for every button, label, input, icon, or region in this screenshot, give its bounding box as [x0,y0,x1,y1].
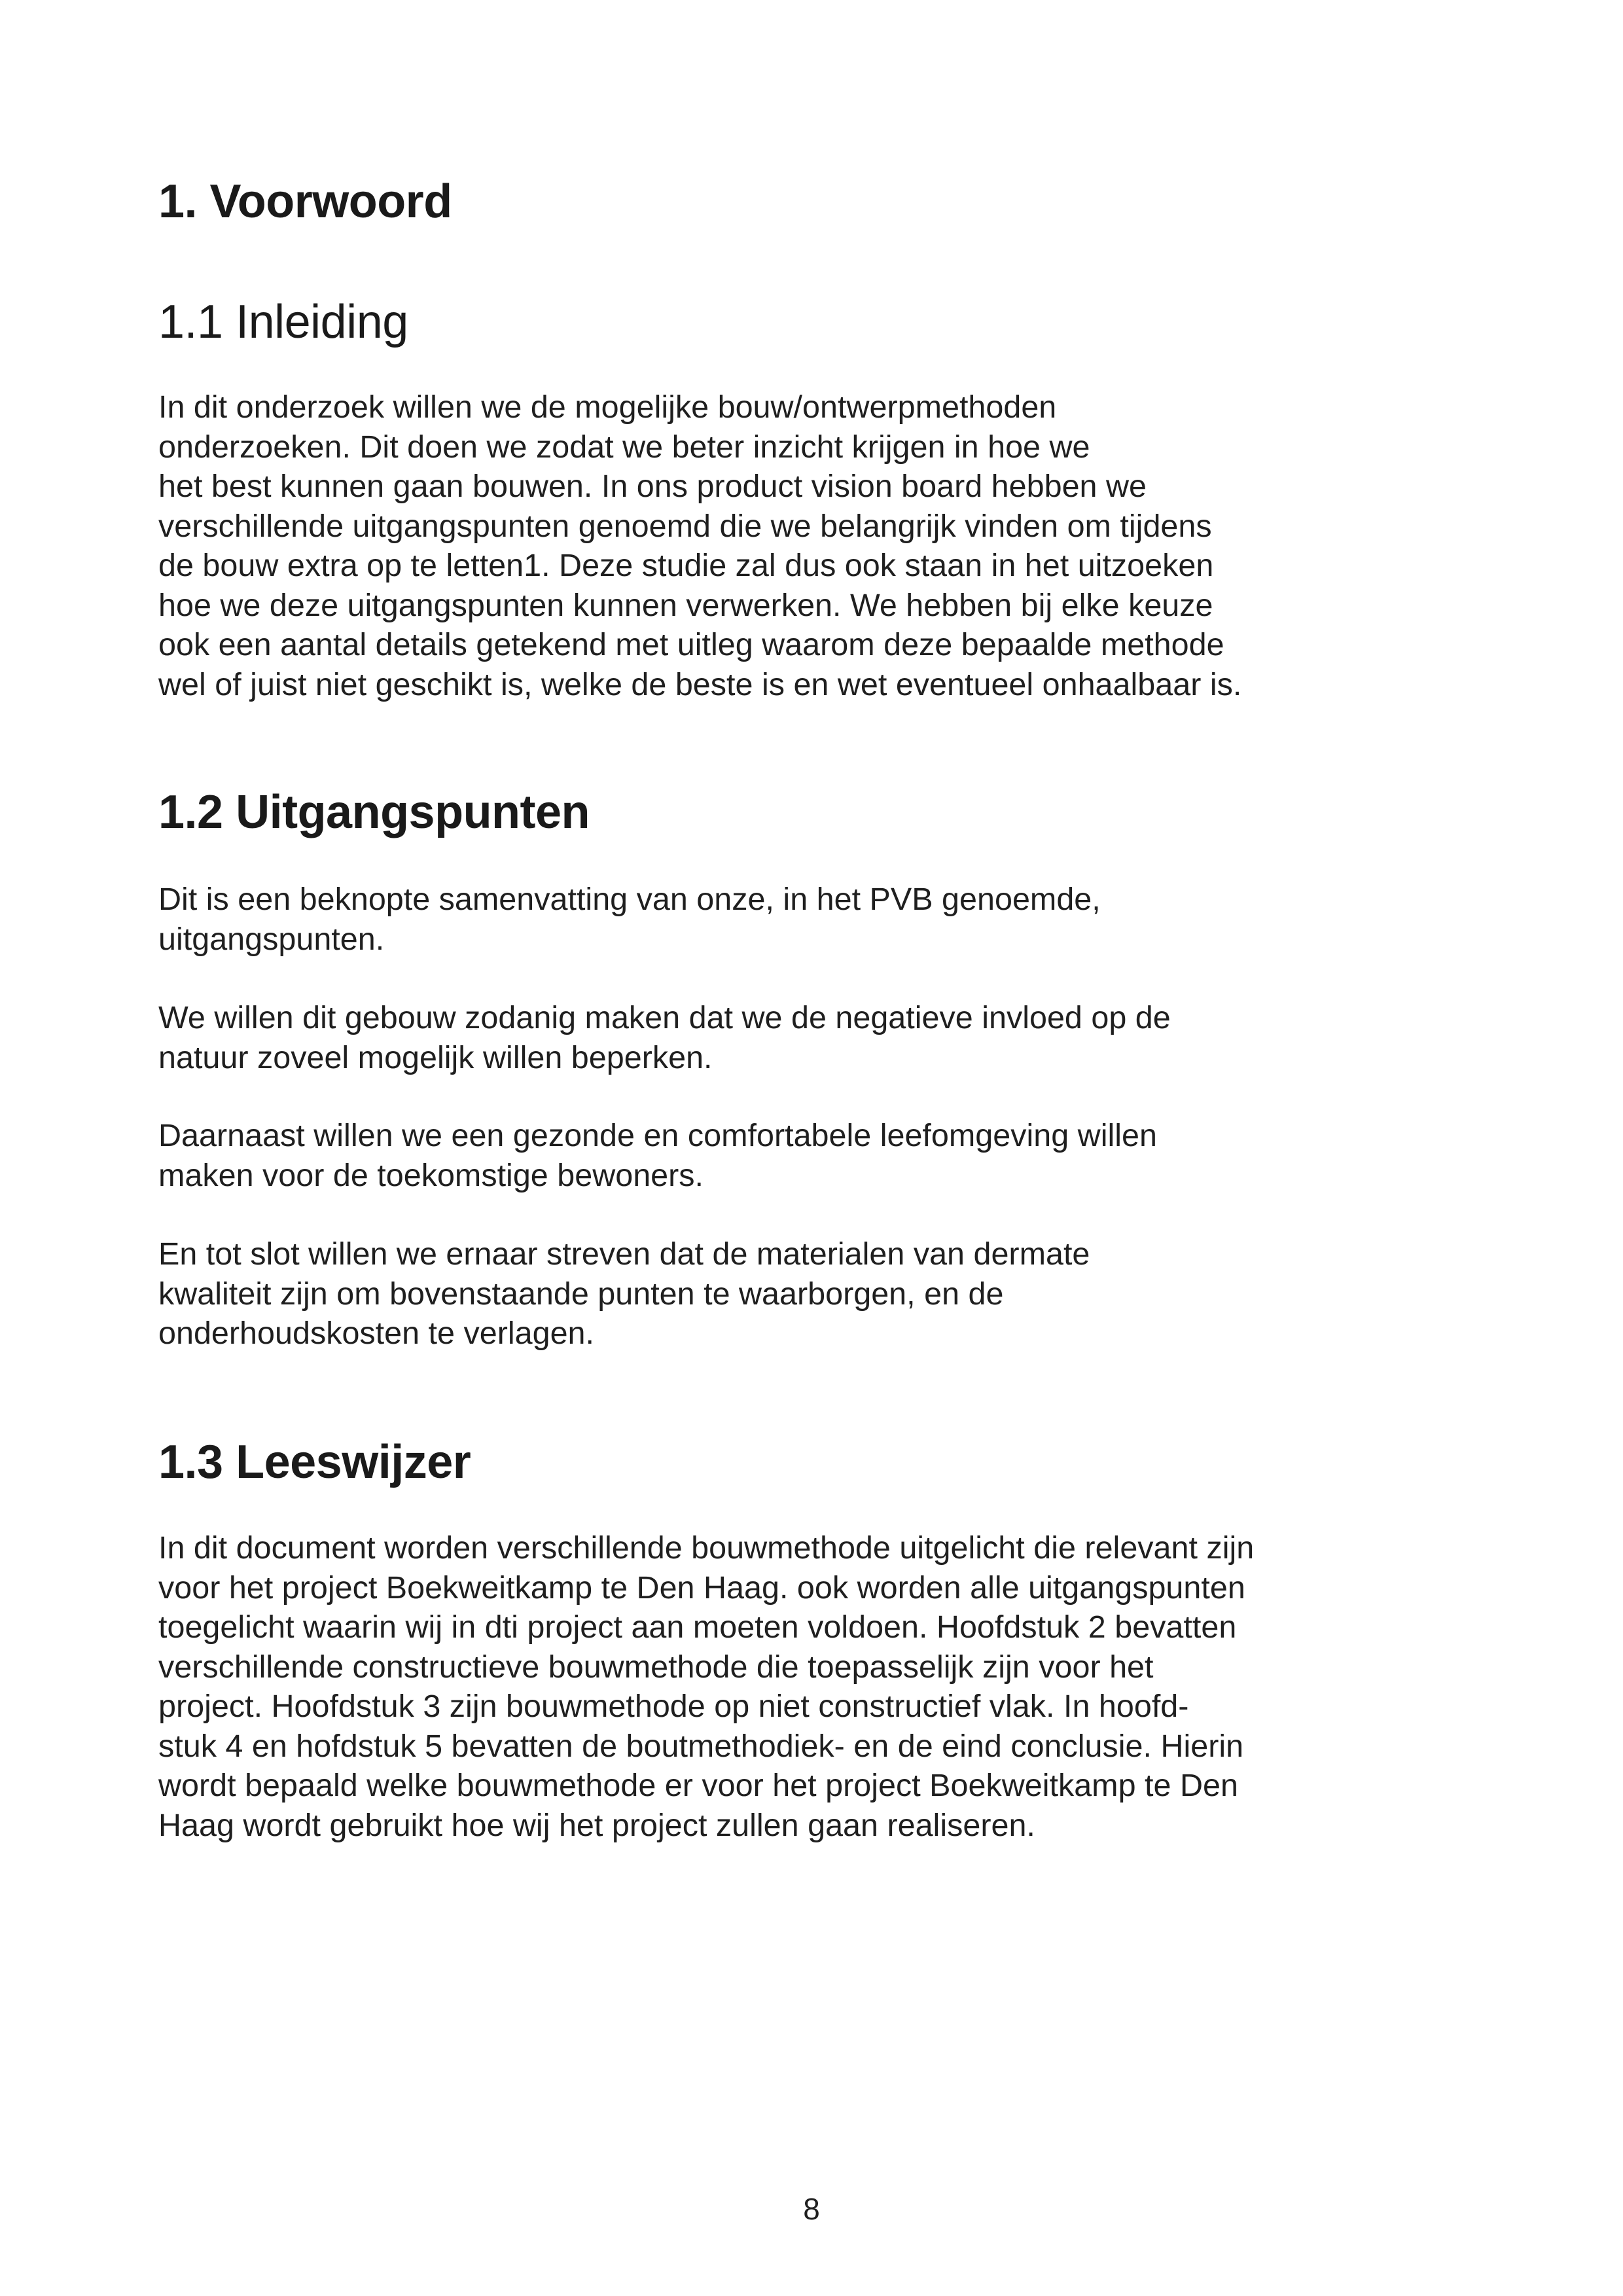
text-line: uitgangspunten. [158,921,385,957]
text-line: En tot slot willen we ernaar streven dat de materialen van dermate [158,1236,1090,1272]
text-line: voor het project Boekweitkamp te Den Haag. ook worden alle uitgangspunten [158,1570,1245,1605]
paragraph-uitgangspunten-intro [158,880,1480,959]
page-number: 8 [803,2192,820,2226]
text-line: verschillende uitgangspunten genoemd die we belangrijk vinden om tijdens [158,508,1212,544]
chapter-title: 1. Voorwoord [158,175,452,228]
text-line: Daarnaast willen we een gezonde en comfortabele leefomgeving willen [158,1118,1157,1153]
text-line: verschillende constructieve bouwmethode die toepasselijk zijn voor het [158,1649,1154,1685]
document-page [158,0,1480,2296]
text-line: onderzoeken. Dit doen we zodat we beter inzicht krijgen in hoe we [158,429,1090,465]
text-line: wordt bepaald welke bouwmethode er voor het project Boekweitkamp te Den [158,1768,1238,1803]
text-line: toegelicht waarin wij in dti project aan moeten voldoen. Hoofdstuk 2 bevatten [158,1609,1237,1645]
paragraph-uitgangspunten-leefomgeving [158,1116,1480,1195]
text-line: natuur zoveel mogelijk willen beperken. [158,1039,713,1075]
text-line: maken voor de toekomstige bewoners. [158,1157,704,1193]
text-line: Haag wordt gebruikt hoe wij het project zullen gaan realiseren. [158,1807,1035,1843]
text-line: onderhoudskosten te verlagen. [158,1316,594,1351]
section-title-uitgangspunten: 1.2 Uitgangspunten [158,786,590,838]
text-line: project. Hoofdstuk 3 zijn bouwmethode op niet constructief vlak. In hoofd- [158,1689,1189,1724]
paragraph-uitgangspunten-natuur [158,998,1480,1077]
section-title-inleiding: 1.1 Inleiding [158,296,408,348]
paragraph-inleiding [158,387,1480,704]
text-line: Dit is een beknopte samenvatting van onze, in het PVB genoemde, [158,882,1101,917]
text-line: wel of juist niet geschikt is, welke de beste is en wet eventueel onhaalbaar is. [158,666,1242,702]
text-line: In dit onderzoek willen we de mogelijke bouw/ontwerpmethoden [158,389,1057,425]
text-line: stuk 4 en hofdstuk 5 bevatten de boutmethodiek- en de eind conclusie. Hierin [158,1728,1244,1764]
section-title-leeswijzer: 1.3 Leeswijzer [158,1436,471,1488]
text-line: In dit document worden verschillende bouwmethode uitgelicht die relevant zijn [158,1530,1255,1566]
text-line: het best kunnen gaan bouwen. In ons product vision board hebben we [158,469,1147,504]
paragraph-leeswijzer [158,1528,1480,1845]
text-line: hoe we deze uitgangspunten kunnen verwerken. We hebben bij elke keuze [158,587,1213,623]
paragraph-uitgangspunten-materialen [158,1234,1480,1354]
text-line: We willen dit gebouw zodanig maken dat we de negatieve invloed op de [158,1000,1171,1035]
text-line: de bouw extra op te letten1. Deze studie zal dus ook staan in het uitzoeken [158,548,1214,583]
text-line: kwaliteit zijn om bovenstaande punten te waarborgen, en de [158,1276,1004,1312]
text-line: ook een aantal details getekend met uitleg waarom deze bepaalde methode [158,627,1224,662]
